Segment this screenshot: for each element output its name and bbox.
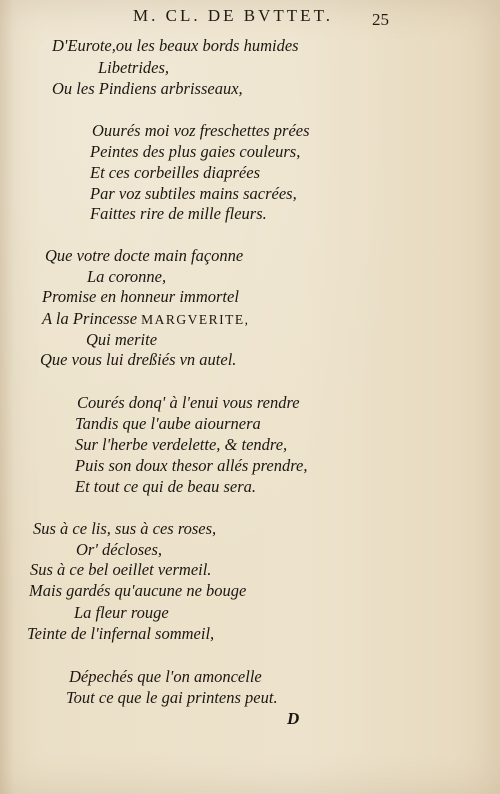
verse-line: Faittes rire de mille fleurs.: [90, 204, 267, 223]
verse-line: Or' décloses,: [76, 540, 163, 559]
verse-line: Libetrides,: [98, 58, 170, 77]
verse-line: Tout ce que le gai printens peut.: [66, 688, 278, 707]
catchword: D: [287, 709, 300, 728]
page-number: 25: [372, 10, 389, 29]
verse-line: Par voz subtiles mains sacrées,: [90, 184, 297, 203]
verse-line: Teinte de l'infernal sommeil,: [27, 624, 215, 643]
verse-line: Dépechés que l'on amoncelle: [69, 667, 262, 686]
verse-line: Qui merite: [86, 330, 158, 349]
verse-line: D'Eurote,ou les beaux bords humides: [52, 36, 299, 55]
verse-line: [42, 309, 250, 329]
verse-line: La fleur rouge: [74, 603, 169, 622]
verse-line: Sur l'herbe verdelette, & tendre,: [75, 435, 288, 454]
verse-line: Et tout ce qui de beau sera.: [75, 477, 257, 496]
verse-line: Promise en honneur immortel: [42, 287, 239, 306]
verse-line: Peintes des plus gaies couleurs,: [90, 142, 301, 161]
verse-line: Que vous lui dreßiés vn autel.: [40, 350, 237, 369]
verse-line: Mais gardés qu'aucune ne bouge: [29, 581, 247, 600]
verse-text: A la Princesse: [42, 309, 138, 328]
verse-line: La coronne,: [87, 267, 167, 286]
verse-line: Et ces corbeilles diaprées: [90, 163, 260, 182]
verse-line: Sus à ce bel oeillet vermeil.: [30, 560, 212, 579]
verse-name-caps: MARGVERITE,: [141, 312, 250, 327]
verse-line: Puis son doux thesor allés prendre,: [75, 456, 308, 475]
verse-line: Ou les Pindiens arbrisseaux,: [52, 79, 243, 98]
verse-line: Que votre docte main façonne: [45, 246, 244, 265]
verse-line: Sus à ce lis, sus à ces roses,: [33, 519, 217, 538]
verse-line: Tandis que l'aube aiournera: [75, 414, 261, 433]
verse-line: Ouurés moi voz freschettes prées: [92, 121, 310, 140]
verse-line: Courés donq' à l'enui vous rendre: [77, 393, 300, 412]
running-head: M. CL. DE BVTTET.: [133, 6, 333, 25]
